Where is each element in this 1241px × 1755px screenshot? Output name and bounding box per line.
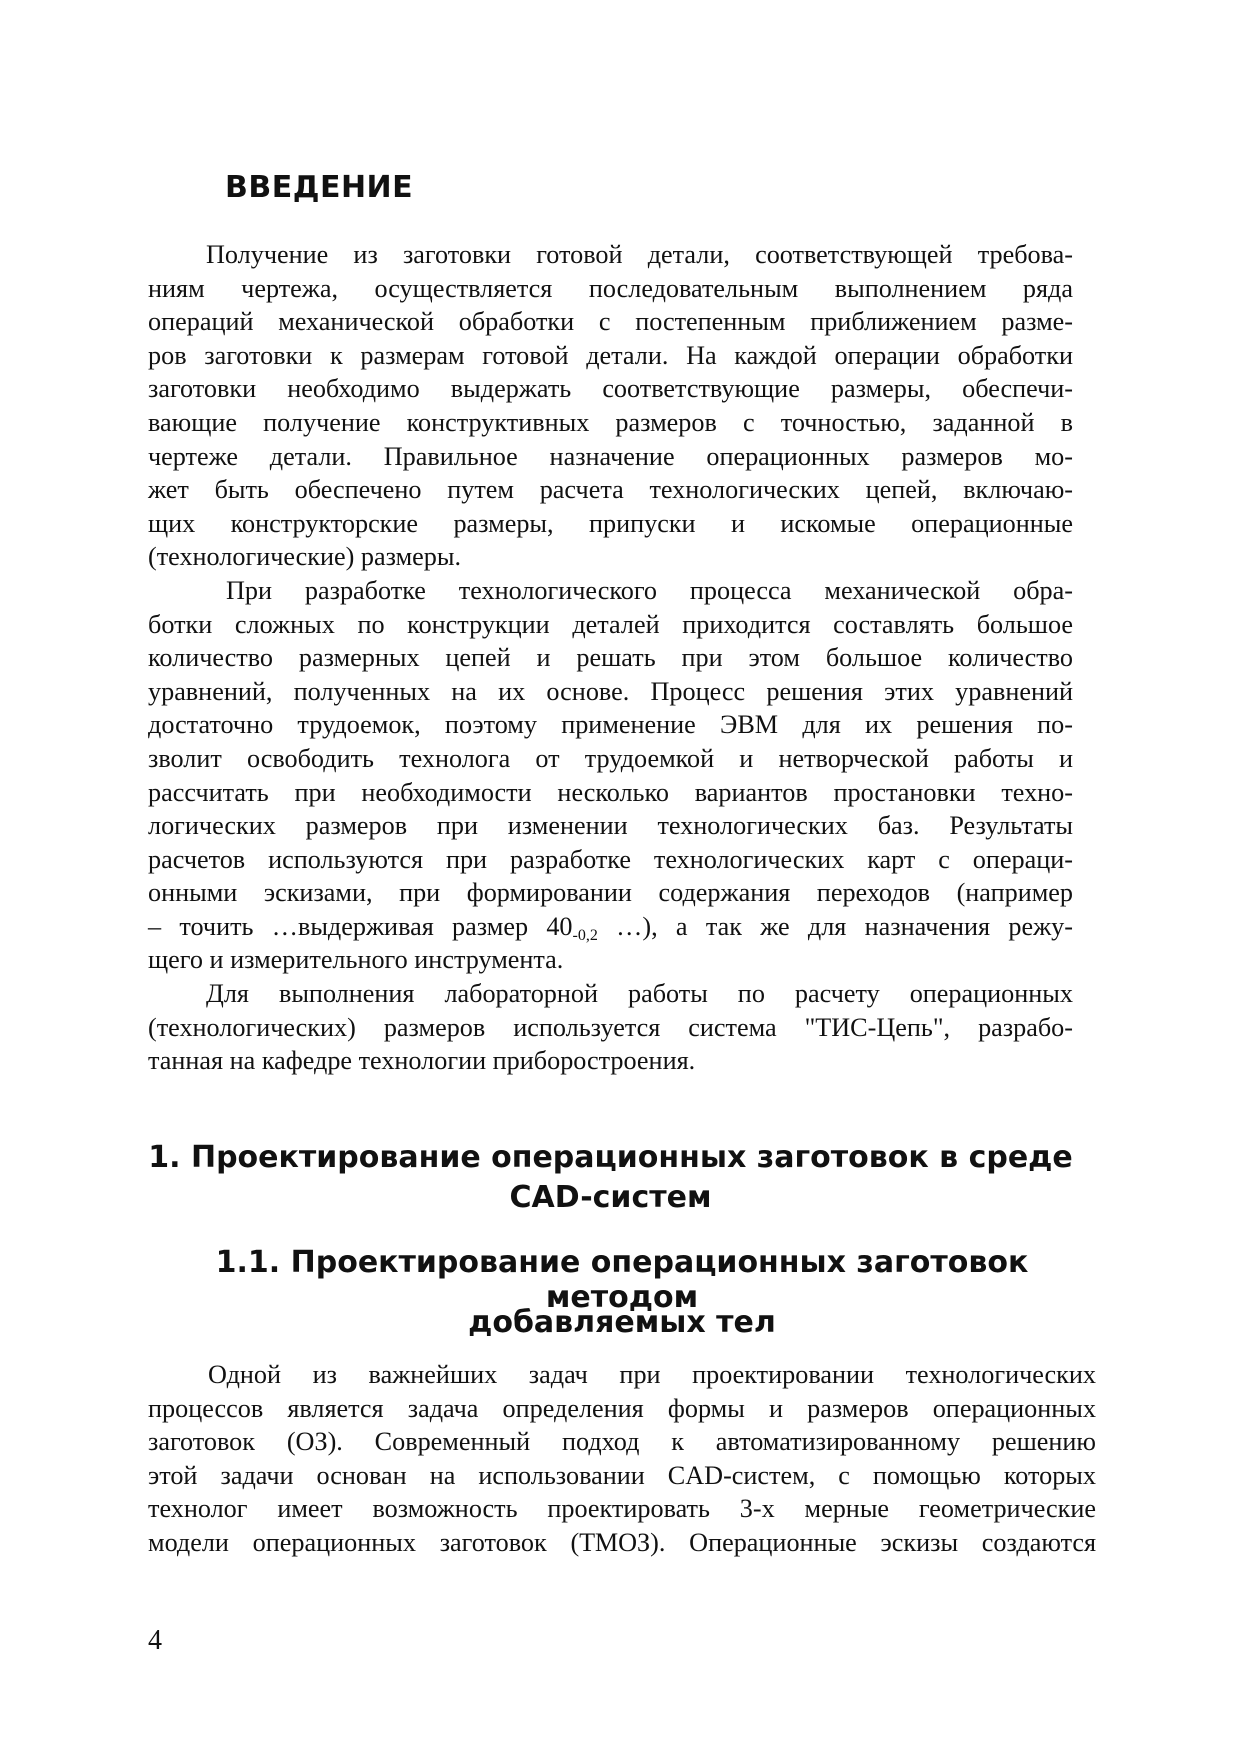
text-line: рассчитать при необходимости несколько вариантов простановки техно-	[148, 777, 1073, 807]
text-line: заготовки необходимо выдержать соответствующие размеры, обеспечи-	[148, 374, 1073, 404]
tolerance-subscript: -0,2	[572, 926, 598, 944]
text-line: При разработке технологического процесса механической обра-	[226, 575, 1073, 605]
text-line: технолог имеет возможность проектировать 3-х мерные геометрические	[148, 1494, 1096, 1524]
text-line: Одной из важнейших задач при проектировании технологических	[208, 1360, 1096, 1389]
section-1-1-title: 1.1. Проектирование операционных заготовок методом	[215, 1245, 1029, 1315]
text-line: модели операционных заготовок (ТМОЗ). Операционные эскизы создаются	[148, 1527, 1096, 1557]
text-line: достаточно трудоемок, поэтому применение ЭВМ для их решения по-	[148, 710, 1073, 740]
text-line: вающие получение конструктивных размеров с точностью, заданной в	[148, 407, 1073, 437]
text-line: онными эскизами, при формировании содержания переходов (например	[148, 878, 1073, 908]
text-line: количество размерных цепей и решать при этом большое количество	[148, 643, 1073, 673]
intro-heading: ВВЕДЕНИЕ	[225, 170, 414, 205]
intro-paragraph-2	[148, 574, 1073, 977]
intro-paragraph-1	[148, 238, 1073, 574]
section-1-1-body	[148, 1358, 1096, 1560]
text-line: зволит освободить технолога от трудоемкой и нетворческой работы и	[148, 743, 1073, 773]
text-line: процессов является задача определения формы и размеров операционных	[148, 1393, 1096, 1423]
text-line: танная на кафедре технологии приборостроения.	[148, 1046, 696, 1076]
text-line: этой задачи основан на использовании CAD-систем, с помощью которых	[148, 1460, 1096, 1490]
text-line: чертеже детали. Правильное назначение операционных размеров мо-	[148, 441, 1073, 471]
section-1-1-title-cont: добавляемых тел	[468, 1305, 776, 1340]
text-line: логических размеров при изменении технологических баз. Результаты	[148, 811, 1073, 841]
text-line: операций механической обработки с постепенным приближением разме-	[148, 307, 1073, 337]
section-1-1-paragraph-1	[148, 1358, 1096, 1560]
text-line: Для выполнения лабораторной работы по расчету операционных	[206, 979, 1073, 1009]
text-line: жет быть обеспечено путем расчета технологических цепей, включаю-	[148, 475, 1073, 505]
text-line: (технологических) размеров используется система "ТИС-Цепь", разрабо-	[148, 1012, 1073, 1042]
text-line: щих конструкторские размеры, припуски и искомые операционные	[148, 508, 1073, 538]
text-line: расчетов используются при разработке технологических карт с операци-	[148, 844, 1073, 874]
text-line: щего и измерительного инструмента.	[148, 945, 564, 975]
text-line-with-dimension	[148, 910, 1073, 944]
dimension-text-tail: …), а так же для назначения режу-	[597, 911, 1073, 941]
page-number: 4	[148, 1625, 162, 1656]
section-1-title-cont: CAD-систем	[509, 1180, 712, 1215]
dimension-text: – точить …выдерживая размер 40	[148, 911, 573, 941]
text-line: (технологические) размеры.	[148, 542, 462, 572]
text-line: ботки сложных по конструкции деталей приходится составлять большое	[148, 609, 1073, 639]
section-1-title: 1. Проектирование операционных заготовок в среде	[148, 1140, 1073, 1175]
text-line: Получение из заготовки готовой детали, соответствующей требова-	[206, 240, 1073, 269]
text-line: ниям чертежа, осуществляется последовательным выполнением ряда	[148, 273, 1073, 303]
text-line: заготовок (ОЗ). Современный подход к автоматизированному решению	[148, 1427, 1096, 1457]
intro-body	[148, 238, 1073, 1078]
text-line: уравнений, полученных на их основе. Процесс решения этих уравнений	[148, 676, 1073, 706]
intro-paragraph-3	[148, 977, 1073, 1078]
text-line: ров заготовки к размерам готовой детали. На каждой операции обработки	[148, 340, 1073, 370]
